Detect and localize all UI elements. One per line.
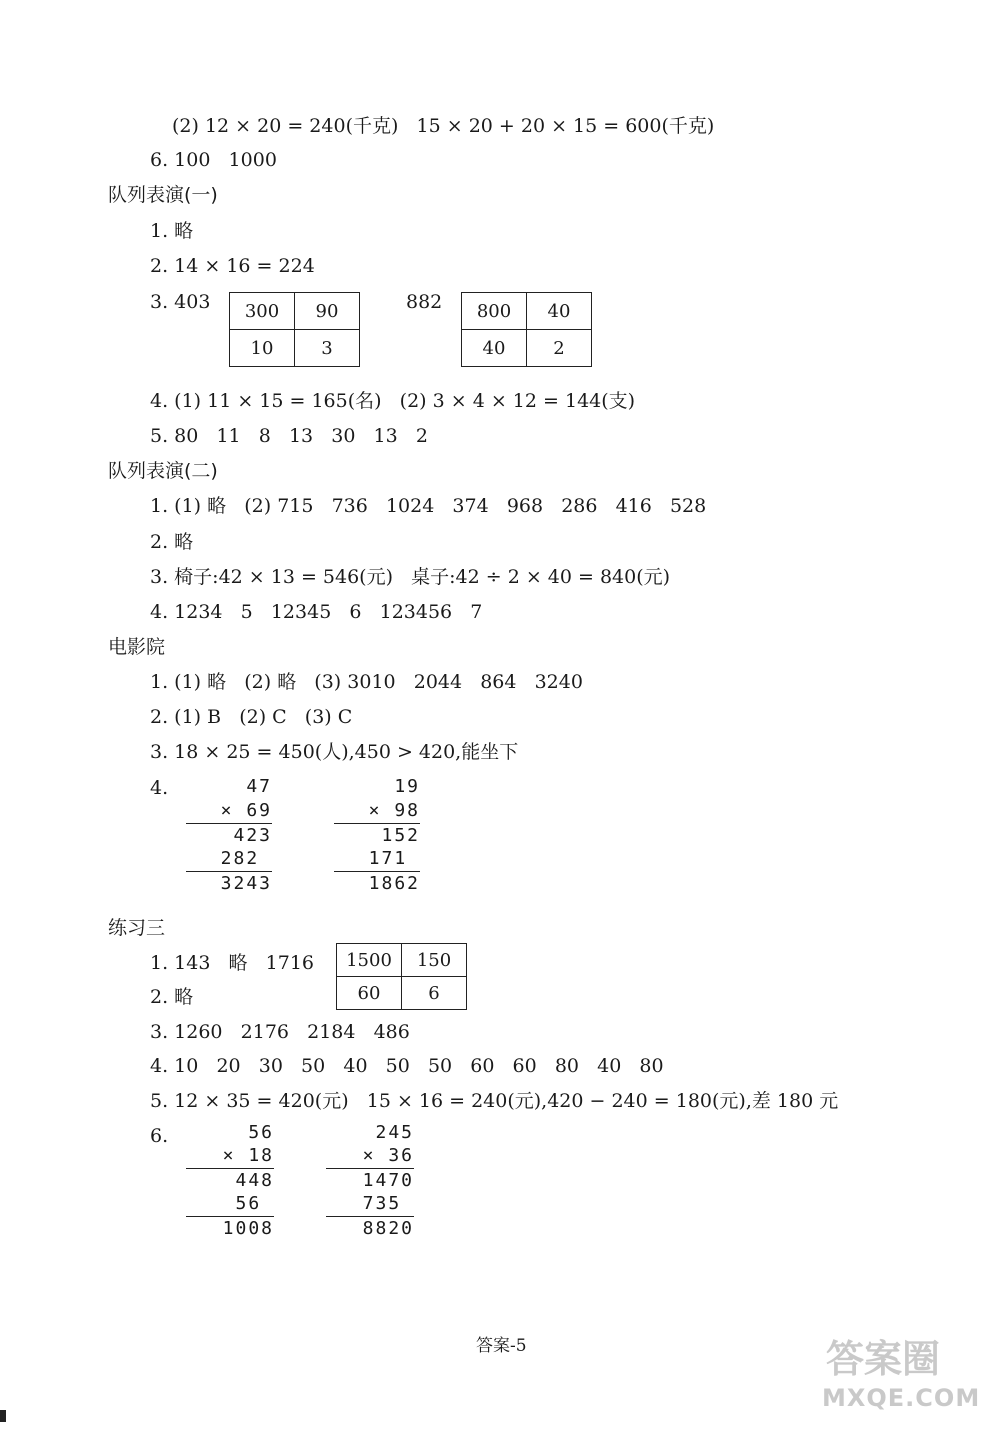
rule-line (186, 871, 272, 872)
product: 8820 (362, 1218, 414, 1239)
answer-line: 5. 80 11 8 13 30 13 2 (150, 425, 428, 447)
answer-line: 4. (150, 777, 169, 799)
partial-product: 56 (235, 1193, 274, 1214)
multiplicand: 245 (375, 1122, 414, 1143)
answer-line: 3. 403 (150, 291, 211, 313)
area-grid (461, 292, 592, 367)
grid-cell: 800 (462, 293, 527, 330)
answer-line: 1. 略 (150, 220, 194, 242)
section-title: 电影院 (108, 636, 166, 658)
grid-cell: 3 (295, 330, 360, 367)
rule-line (186, 1216, 274, 1217)
rule-line (334, 823, 420, 824)
corner-mark (0, 1410, 6, 1422)
area-grid (336, 943, 467, 1010)
answer-line: 4. 10 20 30 50 40 50 50 60 60 80 40 80 (150, 1055, 664, 1077)
rule-line (334, 871, 420, 872)
area-grid (229, 292, 360, 367)
answer-line: 5. 12 × 35 = 420(元) 15 × 16 = 240(元),420 − 240 = 180(元),差 180 元 (150, 1090, 839, 1112)
vertical-multiplication (186, 778, 272, 898)
rule-line (186, 1168, 274, 1169)
rule-line (326, 1168, 414, 1169)
answer-line: 1. (1) 略 (2) 715 736 1024 374 968 286 416 528 (150, 495, 707, 517)
grid-cell: 10 (230, 330, 295, 367)
partial-product: 171 (368, 848, 420, 869)
section-title: 练习三 (108, 917, 166, 939)
partial-product: 735 (362, 1193, 414, 1214)
grid-cell: 40 (462, 330, 527, 367)
grid-cell: 6 (402, 977, 467, 1010)
multiplicand: 56 (248, 1122, 274, 1143)
vertical-multiplication (334, 778, 420, 898)
grid-cell: 2 (527, 330, 592, 367)
answer-line: 1. (1) 略 (2) 略 (3) 3010 2044 864 3240 (150, 671, 583, 693)
grid-cell: 300 (230, 293, 295, 330)
product: 1862 (368, 873, 420, 894)
section-title: 队列表演(二) (108, 460, 218, 482)
partial-product: 1470 (362, 1170, 414, 1191)
multiplicand: 47 (246, 776, 272, 797)
multiplier: × 69 (220, 800, 272, 821)
answer-line: 4. (1) 11 × 15 = 165(名) (2) 3 × 4 × 12 = 144(支) (150, 390, 636, 412)
answer-line: 3. 椅子:42 × 13 = 546(元) 桌子:42 ÷ 2 × 40 = 840(元) (150, 566, 671, 588)
answer-line: 3. 18 × 25 = 450(人),450 > 420,能坐下 (150, 741, 519, 763)
page-number: 答案-5 (476, 1336, 527, 1356)
rule-line (186, 823, 272, 824)
vertical-multiplication (186, 1124, 274, 1242)
multiplier: × 18 (222, 1145, 274, 1166)
section-title: 队列表演(一) (108, 184, 218, 206)
answer-line: 2. (1) B (2) C (3) C (150, 706, 353, 728)
watermark-url: MXQE.COM (822, 1384, 981, 1412)
answer-line: 6. 100 1000 (150, 149, 277, 171)
multiplier: × 36 (362, 1145, 414, 1166)
answer-line: 2. 14 × 16 = 224 (150, 255, 315, 277)
multiplier: × 98 (368, 800, 420, 821)
product: 3243 (220, 873, 272, 894)
grid-cell: 90 (295, 293, 360, 330)
partial-product: 423 (233, 825, 272, 846)
answer-line: 3. 1260 2176 2184 486 (150, 1021, 410, 1043)
answer-line: 2. 略 (150, 986, 194, 1008)
grid-cell: 40 (527, 293, 592, 330)
answer-line: 4. 1234 5 12345 6 123456 7 (150, 601, 483, 623)
partial-product: 448 (235, 1170, 274, 1191)
answer-line: (2) 12 × 20 = 240(千克) 15 × 20 + 20 × 15 = 600(千克) (172, 115, 715, 137)
answer-line: 882 (406, 291, 443, 313)
partial-product: 282 (220, 848, 272, 869)
vertical-multiplication (326, 1124, 414, 1242)
grid-cell: 60 (337, 977, 402, 1010)
answer-line: 1. 143 略 1716 (150, 952, 315, 974)
multiplicand: 19 (394, 776, 420, 797)
watermark-logo: 答案圈 (826, 1337, 941, 1381)
answer-line: 2. 略 (150, 531, 194, 553)
rule-line (326, 1216, 414, 1217)
grid-cell: 1500 (337, 944, 402, 977)
product: 1008 (222, 1218, 274, 1239)
partial-product: 152 (381, 825, 420, 846)
answer-line: 6. (150, 1125, 169, 1147)
grid-cell: 150 (402, 944, 467, 977)
